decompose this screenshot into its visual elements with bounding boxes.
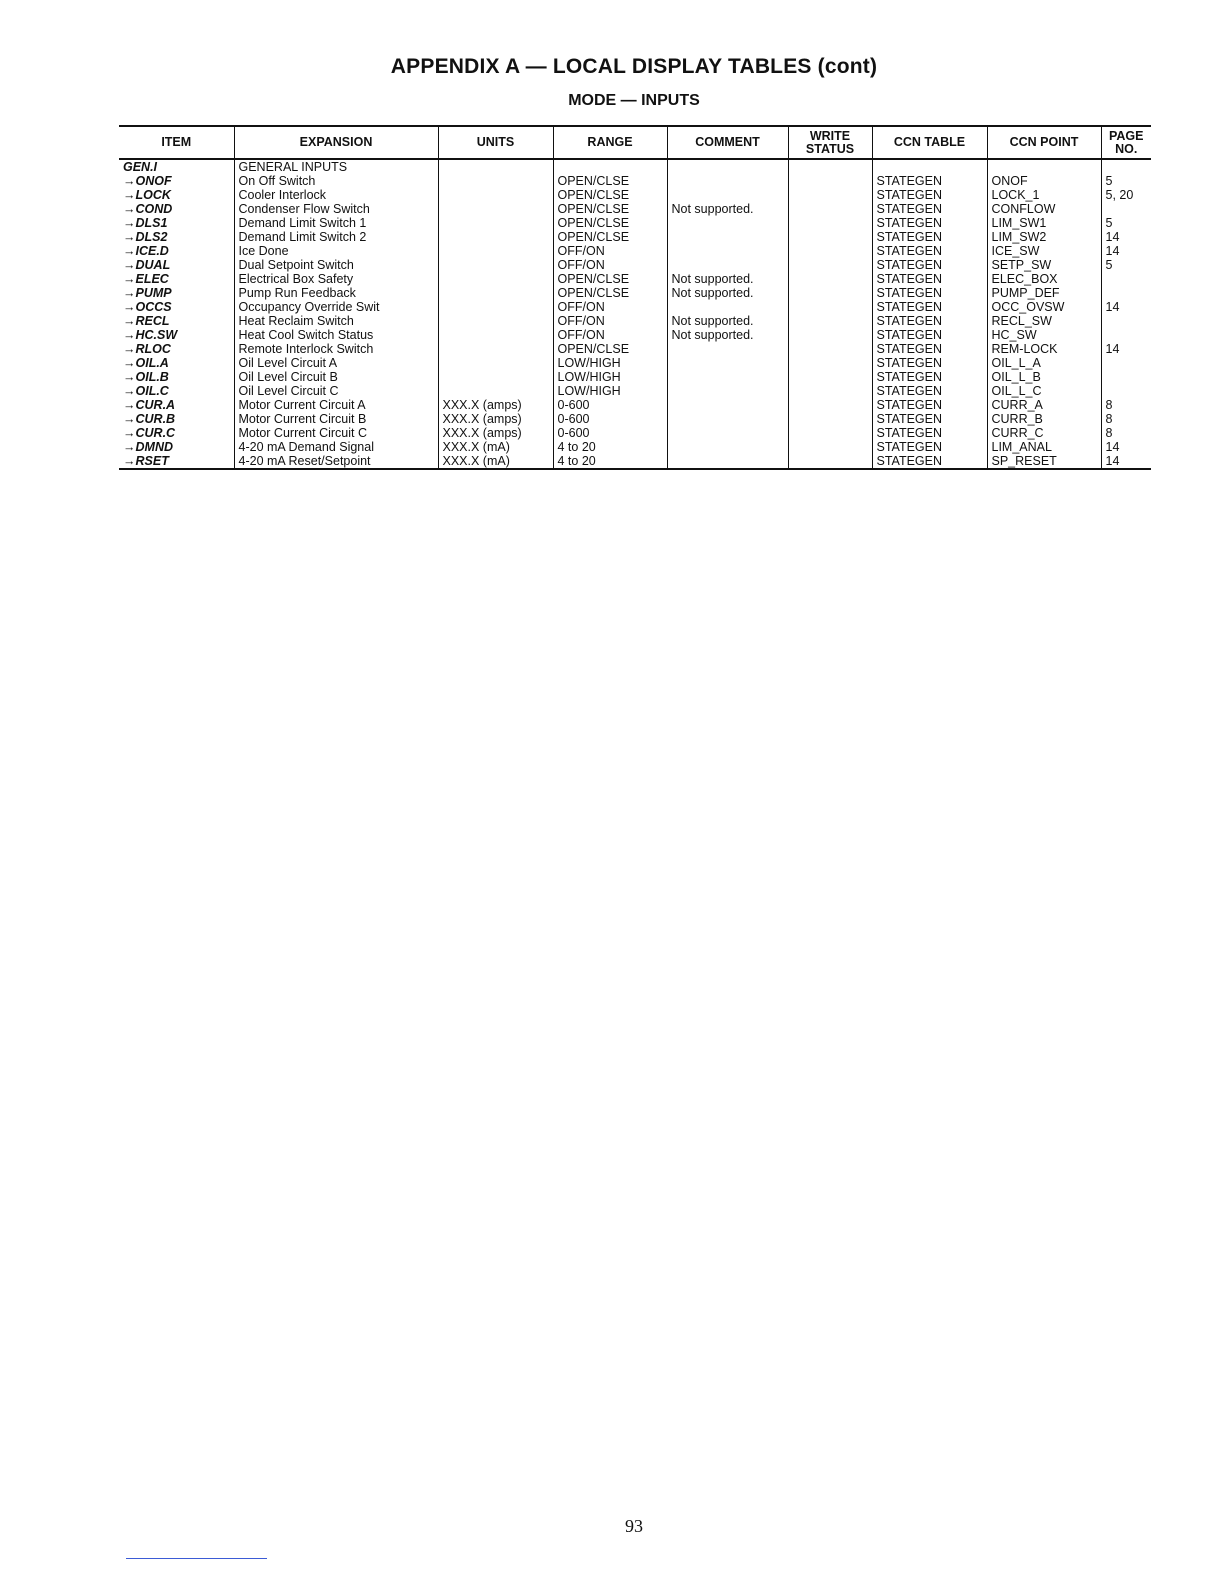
table-cell: XXX.X (mA) (438, 454, 553, 469)
table-cell (1101, 314, 1151, 328)
table-cell (788, 272, 872, 286)
table-cell: Demand Limit Switch 2 (234, 230, 438, 244)
column-header: EXPANSION (234, 126, 438, 159)
column-header: CCN TABLE (872, 126, 987, 159)
item-cell: →CUR.A (123, 398, 176, 412)
table-cell (987, 159, 1101, 174)
table-cell: 4 to 20 (553, 454, 667, 469)
column-header: ITEM (119, 126, 234, 159)
table-cell: OIL_L_A (987, 356, 1101, 370)
table-cell (667, 230, 788, 244)
table-row (119, 300, 1151, 314)
table-cell: OPEN/CLSE (553, 188, 667, 202)
table-cell: LOCK_1 (987, 188, 1101, 202)
table-cell (438, 216, 553, 230)
table-cell (438, 188, 553, 202)
table-row (119, 174, 1151, 188)
table-cell: LOW/HIGH (553, 356, 667, 370)
table-cell: XXX.X (mA) (438, 440, 553, 454)
table-cell (788, 328, 872, 342)
table-cell: 5 (1101, 174, 1151, 188)
table-cell: STATEGEN (872, 188, 987, 202)
item-cell: →CUR.B (123, 412, 176, 426)
table-cell: 8 (1101, 412, 1151, 426)
item-cell: →RLOC (123, 342, 171, 356)
table-cell: CURR_C (987, 426, 1101, 440)
table-cell: STATEGEN (872, 384, 987, 398)
table-cell (788, 342, 872, 356)
table-cell: Not supported. (667, 286, 788, 300)
table-cell (438, 356, 553, 370)
column-header: RANGE (553, 126, 667, 159)
footer-rule (126, 1558, 267, 1559)
table-cell (438, 202, 553, 216)
table-cell (1101, 159, 1151, 174)
table-cell: 4 to 20 (553, 440, 667, 454)
table-cell: OPEN/CLSE (553, 286, 667, 300)
inputs-table (119, 125, 1151, 470)
column-header: CCN POINT (987, 126, 1101, 159)
table-cell: Not supported. (667, 272, 788, 286)
table-cell (438, 159, 553, 174)
item-cell: →LOCK (123, 188, 171, 202)
table-cell: OFF/ON (553, 244, 667, 258)
table-cell: SP_RESET (987, 454, 1101, 469)
table-cell: GENERAL INPUTS (234, 159, 438, 174)
table-header-row (119, 126, 1151, 159)
table-cell: 5, 20 (1101, 188, 1151, 202)
table-cell: Not supported. (667, 314, 788, 328)
item-cell: →DMND (123, 440, 173, 454)
table-row (119, 286, 1151, 300)
table-cell: STATEGEN (872, 216, 987, 230)
table-cell (788, 454, 872, 469)
column-header: WRITE STATUS (788, 126, 872, 159)
table-cell (788, 230, 872, 244)
table-cell: OCC_OVSW (987, 300, 1101, 314)
table-cell: Cooler Interlock (234, 188, 438, 202)
table-cell: OPEN/CLSE (553, 272, 667, 286)
table-cell: STATEGEN (872, 314, 987, 328)
item-cell: →RSET (119, 454, 234, 469)
item-cell: →OCCS (123, 300, 172, 314)
table-cell: OPEN/CLSE (553, 230, 667, 244)
item-cell: →OIL.B (123, 370, 169, 384)
table-cell (788, 244, 872, 258)
table-cell (438, 258, 553, 272)
table-cell (438, 342, 553, 356)
column-header: UNITS (438, 126, 553, 159)
table-row (119, 159, 1151, 174)
table-cell: STATEGEN (872, 174, 987, 188)
table-cell: CURR_A (987, 398, 1101, 412)
table-cell: CURR_B (987, 412, 1101, 426)
table-cell: STATEGEN (872, 356, 987, 370)
table-cell: On Off Switch (234, 174, 438, 188)
table-cell (788, 314, 872, 328)
table-cell (438, 230, 553, 244)
table-cell: 8 (1101, 426, 1151, 440)
table-cell: STATEGEN (872, 230, 987, 244)
table-cell (1101, 272, 1151, 286)
table-cell: 14 (1101, 244, 1151, 258)
table-cell (1101, 202, 1151, 216)
table-cell: Ice Done (234, 244, 438, 258)
table-cell: STATEGEN (872, 398, 987, 412)
table-cell (1101, 384, 1151, 398)
table-cell (438, 272, 553, 286)
table-cell (788, 174, 872, 188)
table-cell: OPEN/CLSE (553, 202, 667, 216)
table-cell: ELEC_BOX (987, 272, 1101, 286)
table-cell: OPEN/CLSE (553, 174, 667, 188)
item-cell: →DLS1 (123, 216, 168, 230)
table-cell: 4-20 mA Reset/Setpoint (234, 454, 438, 469)
table-row (119, 426, 1151, 440)
table-cell: 14 (1101, 300, 1151, 314)
table-cell: REM-LOCK (987, 342, 1101, 356)
table-cell (667, 300, 788, 314)
table-cell: 0-600 (553, 412, 667, 426)
table-cell (788, 440, 872, 454)
table-cell: LOW/HIGH (553, 370, 667, 384)
table-cell: STATEGEN (872, 244, 987, 258)
table-cell: 4-20 mA Demand Signal (234, 440, 438, 454)
table-cell: Oil Level Circuit C (234, 384, 438, 398)
table-cell (1101, 370, 1151, 384)
table-cell: Electrical Box Safety (234, 272, 438, 286)
table-cell: XXX.X (amps) (438, 398, 553, 412)
table-cell: XXX.X (amps) (438, 412, 553, 426)
table-cell: LOW/HIGH (553, 384, 667, 398)
table-cell (788, 370, 872, 384)
table-cell (788, 412, 872, 426)
table-cell: Heat Reclaim Switch (234, 314, 438, 328)
table-cell: OIL_L_B (987, 370, 1101, 384)
table-cell (788, 398, 872, 412)
table-cell: Not supported. (667, 328, 788, 342)
table-cell: OPEN/CLSE (553, 342, 667, 356)
table-cell (438, 244, 553, 258)
table-cell: Occupancy Override Swit (234, 300, 438, 314)
table-cell: STATEGEN (872, 202, 987, 216)
table-cell: OFF/ON (553, 328, 667, 342)
table-row (119, 272, 1151, 286)
table-cell: 0-600 (553, 398, 667, 412)
table-cell (667, 412, 788, 426)
table-cell: SETP_SW (987, 258, 1101, 272)
table-cell: LIM_SW2 (987, 230, 1101, 244)
table-cell (438, 314, 553, 328)
page-number: 93 (625, 1516, 643, 1536)
table-cell: Motor Current Circuit C (234, 426, 438, 440)
table-cell: STATEGEN (872, 426, 987, 440)
table-cell: PUMP_DEF (987, 286, 1101, 300)
page-title: APPENDIX A — LOCAL DISPLAY TABLES (cont) (390, 55, 878, 78)
table-row (119, 258, 1151, 272)
table-cell: 14 (1101, 230, 1151, 244)
item-cell: →DLS2 (123, 230, 168, 244)
item-cell: →ONOF (123, 174, 172, 188)
table-cell: STATEGEN (872, 272, 987, 286)
table-cell (667, 454, 788, 469)
item-cell: →COND (123, 202, 173, 216)
table-cell: STATEGEN (872, 300, 987, 314)
item-cell: GEN.I (123, 160, 158, 174)
table-cell (788, 356, 872, 370)
table-cell: Demand Limit Switch 1 (234, 216, 438, 230)
table-cell: Oil Level Circuit A (234, 356, 438, 370)
table-cell (667, 384, 788, 398)
column-header: PAGE NO. (1101, 126, 1151, 159)
table-cell: OFF/ON (553, 300, 667, 314)
table-cell: STATEGEN (872, 454, 987, 469)
table-cell (1101, 286, 1151, 300)
table-cell: Not supported. (667, 202, 788, 216)
table-cell (667, 370, 788, 384)
table-row (119, 216, 1151, 230)
table-cell: HC_SW (987, 328, 1101, 342)
table-cell: Oil Level Circuit B (234, 370, 438, 384)
table-cell (788, 159, 872, 174)
item-cell: →RECL (123, 314, 170, 328)
table-cell (667, 342, 788, 356)
table-cell (788, 426, 872, 440)
table-cell: LIM_SW1 (987, 216, 1101, 230)
table-row (119, 342, 1151, 356)
table-cell (788, 384, 872, 398)
table-cell: 0-600 (553, 426, 667, 440)
table-cell: CONFLOW (987, 202, 1101, 216)
table-cell (667, 188, 788, 202)
table-cell (1101, 356, 1151, 370)
table-cell: OFF/ON (553, 258, 667, 272)
table-cell: STATEGEN (872, 258, 987, 272)
table-row (119, 370, 1151, 384)
table-cell: 5 (1101, 216, 1151, 230)
table-cell: Condenser Flow Switch (234, 202, 438, 216)
table-cell: Dual Setpoint Switch (234, 258, 438, 272)
table-row (119, 202, 1151, 216)
table-cell: ONOF (987, 174, 1101, 188)
table-cell: RECL_SW (987, 314, 1101, 328)
table-cell: OPEN/CLSE (553, 216, 667, 230)
table-cell: STATEGEN (872, 286, 987, 300)
table-cell: Motor Current Circuit A (234, 398, 438, 412)
table-row (119, 356, 1151, 370)
table-cell (788, 202, 872, 216)
table-cell (788, 258, 872, 272)
table-cell (667, 159, 788, 174)
table-cell: XXX.X (amps) (438, 426, 553, 440)
table-cell (788, 216, 872, 230)
table-cell (667, 244, 788, 258)
item-cell: →HC.SW (123, 328, 178, 342)
table-cell (667, 174, 788, 188)
table-cell: STATEGEN (872, 412, 987, 426)
table-cell: 8 (1101, 398, 1151, 412)
item-cell: →ELEC (123, 272, 169, 286)
table-cell (438, 370, 553, 384)
table-cell: 14 (1101, 342, 1151, 356)
table-row (119, 328, 1151, 342)
table-cell: STATEGEN (872, 328, 987, 342)
table-cell (438, 300, 553, 314)
table-cell: Motor Current Circuit B (234, 412, 438, 426)
table-cell (667, 356, 788, 370)
table-cell (667, 216, 788, 230)
item-cell: →DUAL (123, 258, 171, 272)
table-cell (1101, 328, 1151, 342)
table-body (119, 159, 1151, 469)
table-cell (667, 398, 788, 412)
table-cell (438, 286, 553, 300)
table-cell: OFF/ON (553, 314, 667, 328)
table-cell: STATEGEN (872, 342, 987, 356)
item-cell: →OIL.A (123, 356, 169, 370)
table-cell: LIM_ANAL (987, 440, 1101, 454)
item-cell: →OIL.C (123, 384, 169, 398)
table-row (119, 454, 1151, 469)
table-cell (438, 384, 553, 398)
table-cell (667, 440, 788, 454)
table-row (119, 398, 1151, 412)
table-cell (438, 174, 553, 188)
table-row (119, 412, 1151, 426)
table-row (119, 440, 1151, 454)
item-cell: →ICE.D (123, 244, 169, 258)
table-row (119, 188, 1151, 202)
table-cell: ICE_SW (987, 244, 1101, 258)
item-cell: →PUMP (123, 286, 172, 300)
table-cell: Remote Interlock Switch (234, 342, 438, 356)
table-cell: Heat Cool Switch Status (234, 328, 438, 342)
table-cell (553, 159, 667, 174)
table-row (119, 384, 1151, 398)
table-cell: STATEGEN (872, 440, 987, 454)
table-row (119, 230, 1151, 244)
table-row (119, 244, 1151, 258)
table-cell: 14 (1101, 454, 1151, 469)
column-header: COMMENT (667, 126, 788, 159)
table-cell (667, 258, 788, 272)
table-cell: 14 (1101, 440, 1151, 454)
table-cell: 5 (1101, 258, 1151, 272)
table-cell (872, 159, 987, 174)
table-cell (438, 328, 553, 342)
table-cell: OIL_L_C (987, 384, 1101, 398)
table-cell (788, 188, 872, 202)
table-cell (667, 426, 788, 440)
table-row (119, 314, 1151, 328)
table-cell: STATEGEN (872, 370, 987, 384)
table-subtitle: MODE — INPUTS (568, 92, 700, 109)
table-cell (788, 286, 872, 300)
table-cell: Pump Run Feedback (234, 286, 438, 300)
item-cell: →CUR.C (123, 426, 176, 440)
table-cell (788, 300, 872, 314)
